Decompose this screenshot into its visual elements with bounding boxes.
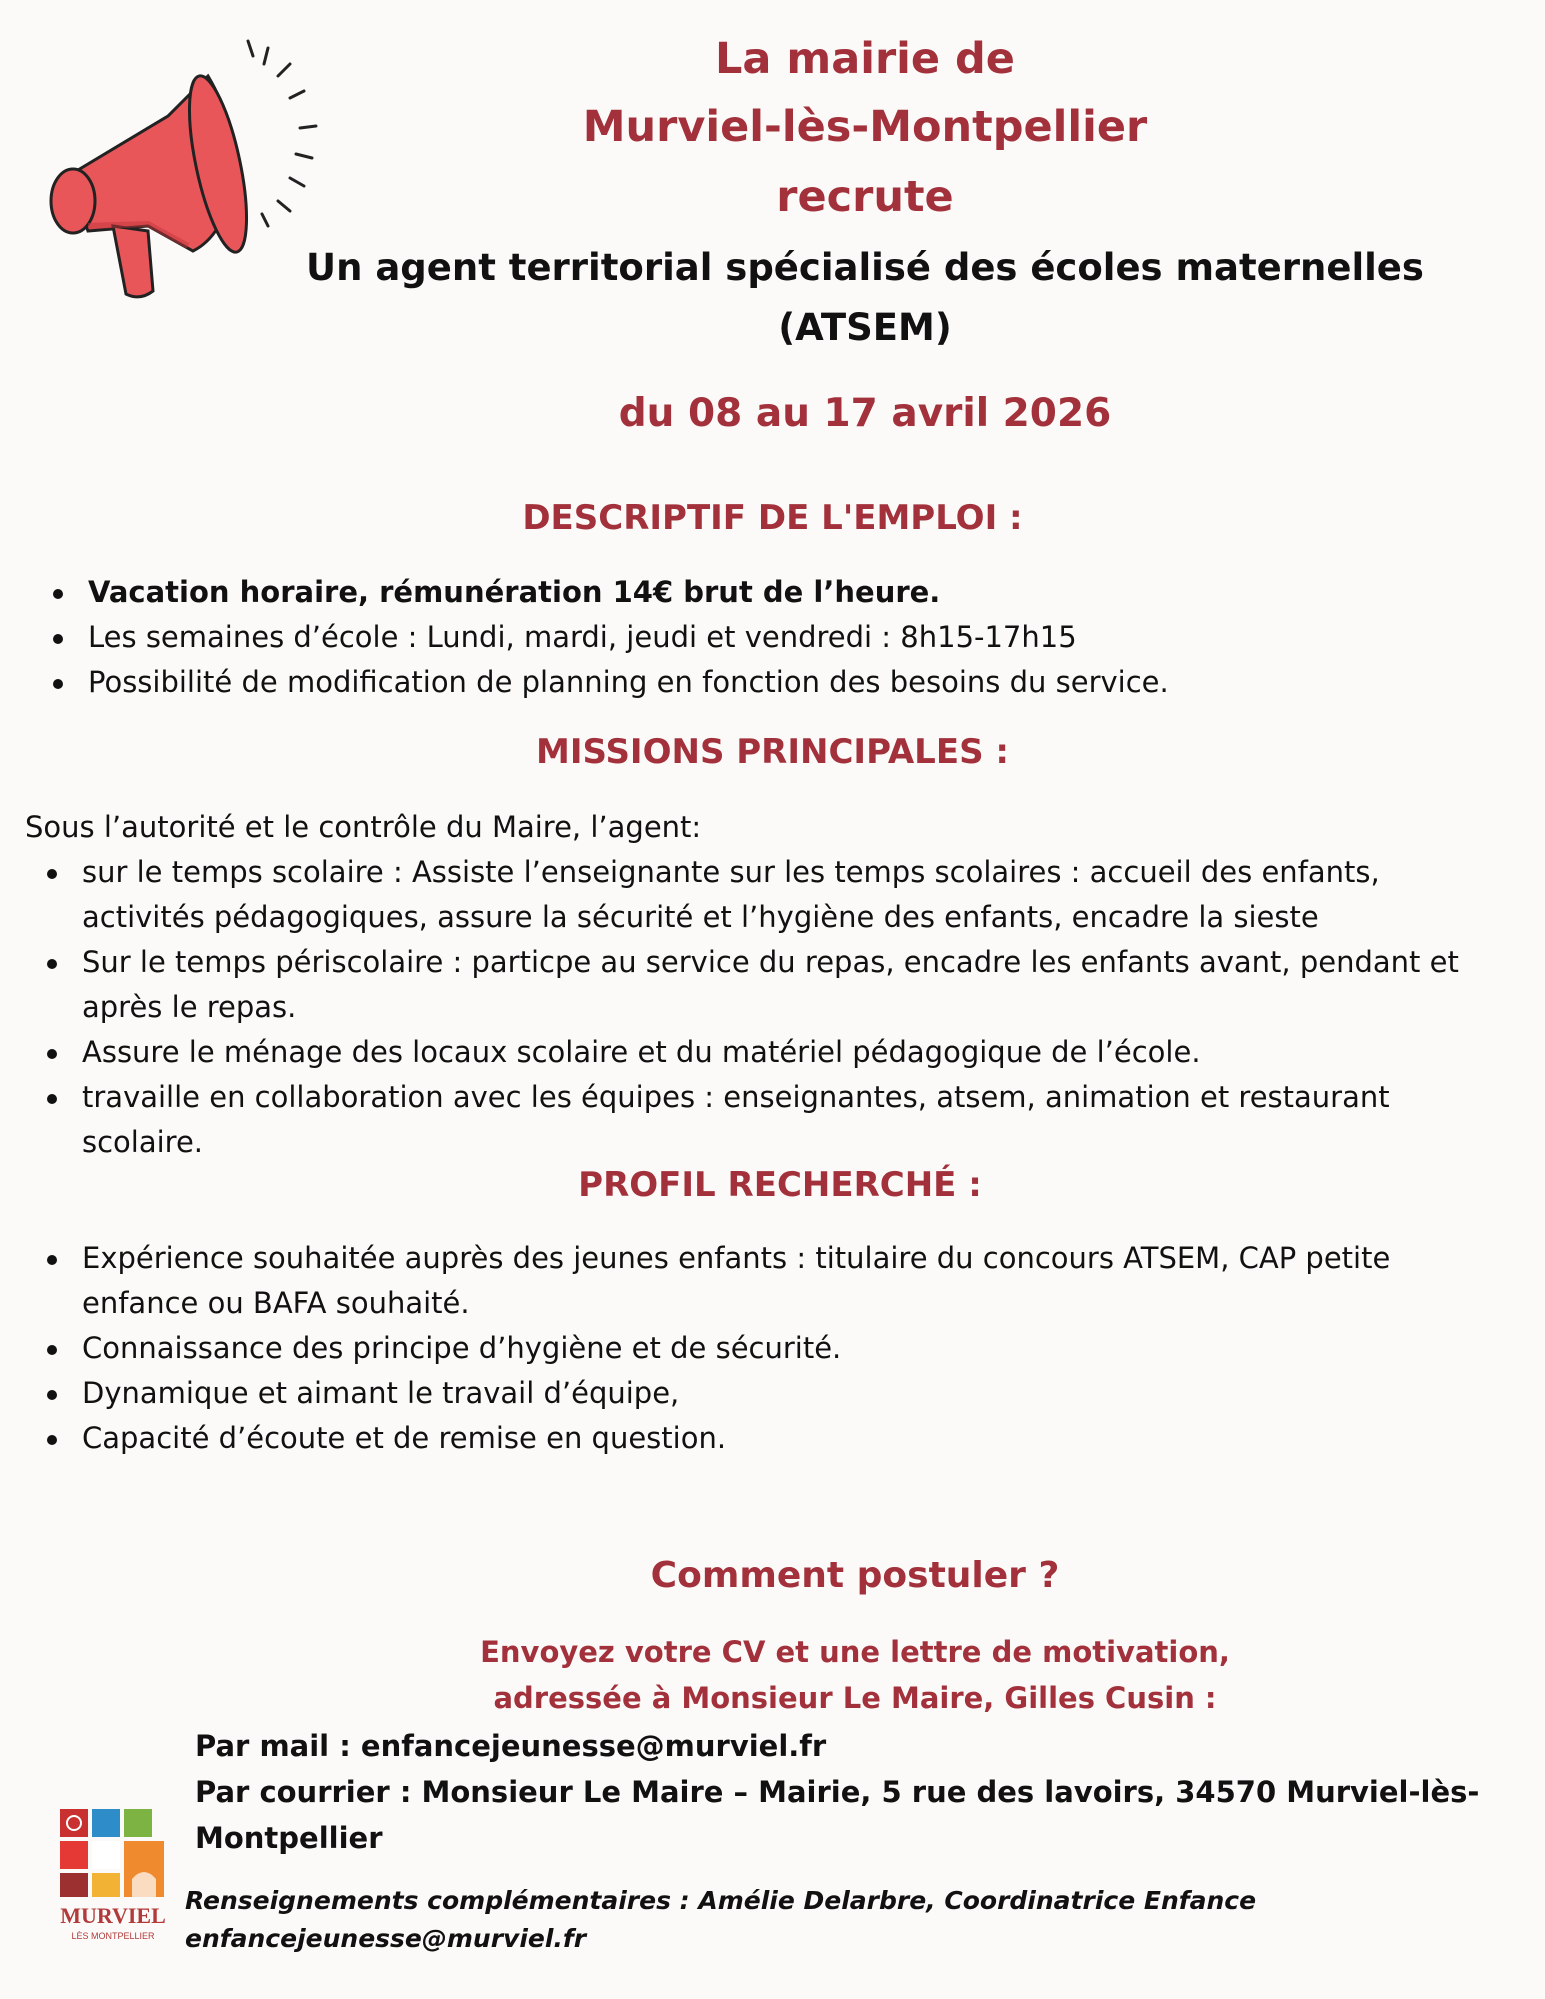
descriptif-item: Vacation horaire, rémunération 14€ brut de l’heure. — [30, 570, 1510, 615]
murviel-logo — [56, 1803, 170, 1953]
profil-list — [24, 1236, 1494, 1461]
missions-item: Sur le temps périscolaire : particpe au service du repas, encadre les enfants avant, pendant et après le repas. — [24, 940, 1494, 1030]
section-title-profil: PROFIL RECHERCHÉ : — [578, 1165, 982, 1205]
header-title-line-1: La mairie de — [715, 34, 1015, 84]
profil-item: Connaissance des principe d’hygiène et de sécurité. — [24, 1326, 1494, 1371]
profil-item: Capacité d’écoute et de remise en question. — [24, 1416, 1494, 1461]
descriptif-item: Les semaines d’école : Lundi, mardi, jeudi et vendredi : 8h15-17h15 — [30, 615, 1510, 660]
missions-item: sur le temps scolaire : Assiste l’enseignante sur les temps scolaires : accueil des enfants, activités pédagogiques, assure la sécurité et l’hygiène des enfants, encadre la sieste — [24, 850, 1494, 940]
footer-email: enfancejeunesse@murviel.fr — [185, 1924, 587, 1953]
header-subtitle-line-2: (ATSEM) — [778, 306, 952, 349]
missions-list — [24, 850, 1494, 1165]
apply-line-1: Envoyez votre CV et une lettre de motivation, — [480, 1635, 1230, 1669]
apply-courrier-line-1: Par courrier : Monsieur Le Maire – Mairie, 5 rue des lavoirs, 34570 Murviel-lès- — [195, 1775, 1480, 1809]
date-range: du 08 au 17 avril 2026 — [618, 391, 1112, 436]
header-subtitle-line-1: Un agent territorial spécialisé des écoles maternelles — [306, 246, 1424, 289]
header-title-line-3: recrute — [776, 172, 954, 222]
missions-intro: Sous l’autorité et le contrôle du Maire, l’agent: — [25, 810, 702, 844]
apply-courrier-line-2: Montpellier — [195, 1821, 383, 1855]
section-title-apply: Comment postuler ? — [650, 1555, 1060, 1596]
descriptif-list — [30, 570, 1510, 705]
apply-mail: Par mail : enfancejeunesse@murviel.fr — [195, 1729, 827, 1763]
missions-item: Assure le ménage des locaux scolaire et du matériel pédagogique de l’école. — [24, 1030, 1494, 1075]
profil-item: Expérience souhaitée auprès des jeunes enfants : titulaire du concours ATSEM, CAP petite enfance ou BAFA souhaité. — [24, 1236, 1494, 1326]
section-title-descriptif: DESCRIPTIF DE L'EMPLOI : — [522, 498, 1023, 538]
profil-item: Dynamique et aimant le travail d’équipe, — [24, 1371, 1494, 1416]
footer-info: Renseignements complémentaires : Amélie Delarbre, Coordinatrice Enfance — [185, 1886, 1257, 1915]
missions-item: travaille en collaboration avec les équipes : enseignantes, atsem, animation et restaurant scolaire. — [24, 1075, 1494, 1165]
apply-line-2: adressée à Monsieur Le Maire, Gilles Cusin : — [493, 1681, 1217, 1715]
section-title-missions: MISSIONS PRINCIPALES : — [536, 732, 1009, 772]
logo-sub: LÈS MONTPELLIER — [71, 1931, 155, 1941]
header-title-line-2: Murviel-lès-Montpellier — [582, 102, 1148, 152]
logo-name: MURVIEL — [60, 1903, 166, 1928]
descriptif-item: Possibilité de modification de planning en fonction des besoins du service. — [30, 660, 1510, 705]
megaphone-icon — [28, 36, 318, 306]
